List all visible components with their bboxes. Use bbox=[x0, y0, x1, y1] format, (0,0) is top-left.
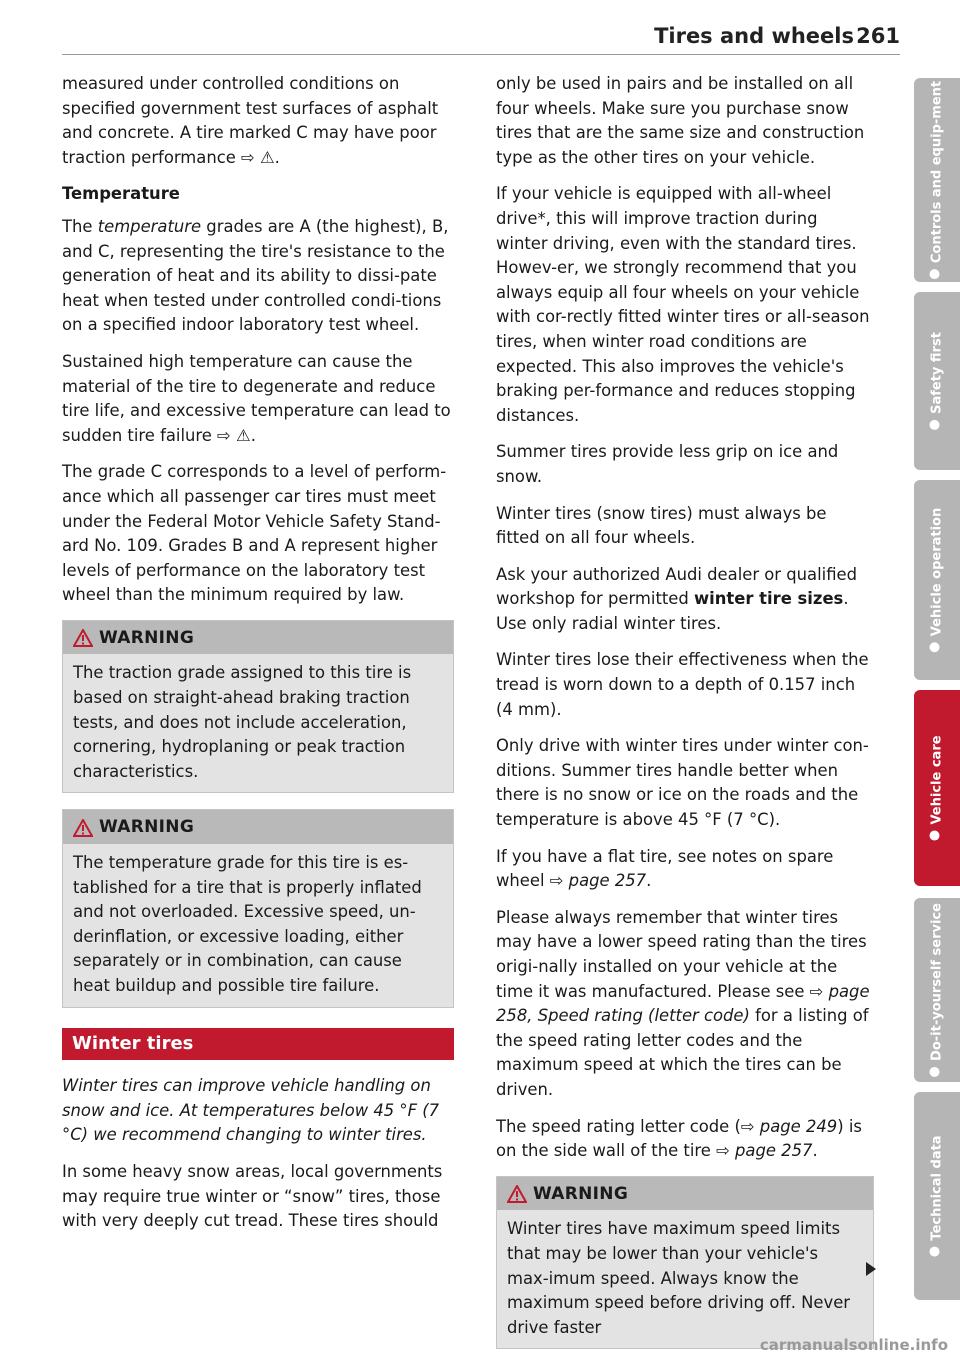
warning-header bbox=[63, 810, 453, 844]
section-title-bar: Winter tires bbox=[62, 1028, 454, 1061]
left-column bbox=[62, 72, 454, 1246]
page-header bbox=[62, 24, 900, 55]
warning-text: The traction grade assigned to this tire is based on straight-ahead braking traction tests, and does not include acceleration, cornering, hydroplaning or peak traction characteristics. bbox=[73, 663, 412, 781]
right-column bbox=[496, 72, 874, 1365]
watermark: carmanualsonline.info bbox=[759, 1336, 948, 1354]
bullet-icon bbox=[930, 831, 940, 841]
warning-triangle-icon bbox=[73, 629, 93, 647]
warning-box bbox=[62, 809, 454, 1007]
page-link[interactable]: page 249 bbox=[759, 1116, 838, 1136]
chapter-title: Tires and wheels bbox=[654, 24, 854, 48]
tab-technical-data[interactable]: Technical data bbox=[914, 1092, 960, 1300]
warning-title: WARNING bbox=[99, 627, 195, 648]
paragraph: In some heavy snow areas, local governments may require true winter or “snow” tires, those with very deeply cut tread. These tires should bbox=[62, 1161, 443, 1231]
paragraph: Only drive with winter tires under winter con-ditions. Summer tires handle better when there is no snow or ice on the roads and the temperature is above 45 °F (7 °C). bbox=[496, 736, 869, 830]
page-link[interactable]: page 257 bbox=[568, 871, 647, 891]
warning-text: The temperature grade for this tire is es-tablished for a tire that is properly inflated and not overloaded. Excessive speed, un-derinflation, or excessive loading, either separately or in combination, can cause heat buildup and possible tire failure. bbox=[73, 853, 422, 995]
tab-do-it-yourself-service[interactable]: Do-it-yourself service bbox=[914, 898, 960, 1082]
paragraph: Winter tires lose their effectiveness when the tread is worn down to a depth of 0.157 inch (4 mm). bbox=[496, 650, 869, 719]
paragraph: measured under controlled conditions on specified government test surfaces of asphalt and concrete. A tire marked C may have poor traction performance ⇨ ⚠. bbox=[62, 74, 439, 167]
warning-title: WARNING bbox=[99, 817, 195, 838]
tab-vehicle-operation[interactable]: Vehicle operation bbox=[914, 480, 960, 680]
paragraph: The speed rating letter code (⇨ page 249) is on the side wall of the tire ⇨ page 257. bbox=[496, 1116, 862, 1161]
paragraph: If you have a flat tire, see notes on spare wheel ⇨ page 257. bbox=[496, 846, 834, 891]
paragraph: Summer tires provide less grip on ice and snow. bbox=[496, 442, 839, 486]
page-number: 261 bbox=[856, 24, 900, 48]
continued-arrow-icon bbox=[866, 1262, 876, 1276]
paragraph: Ask your authorized Audi dealer or qualified workshop for permitted winter tire sizes. Use only radial winter tires. bbox=[496, 564, 858, 633]
tab-safety-first[interactable]: Safety first bbox=[914, 292, 960, 470]
paragraph: Please always remember that winter tires may have a lower speed rating than the tires origi-nally installed on your vehicle at the time it was manufactured. Please see ⇨ page 258, Speed rating (letter code) for a listing of the speed rating letter codes and the maximum speed at which the tires can be driven. bbox=[496, 907, 870, 1099]
warning-header bbox=[497, 1177, 873, 1211]
section-intro: Winter tires can improve vehicle handling on snow and ice. At temperatures below 45 °F (7 °C) we recommend changing to winter tires. bbox=[62, 1076, 440, 1145]
page-link[interactable]: page 257 bbox=[735, 1141, 813, 1161]
tab-vehicle-care[interactable]: Vehicle care bbox=[914, 690, 960, 886]
warning-text: Winter tires have maximum speed limits that may be lower than your vehicle's max-imum speed. Always know the maximum speed before driving off. Never drive faster bbox=[507, 1219, 851, 1337]
paragraph: If your vehicle is equipped with all-wheel drive*, this will improve traction during winter driving, even with the standard tires. Howev-er, we strongly recommend that you always equip all four wheels on your vehicle with cor-rectly fitted winter tires or all-season tires, when winter road conditions are expected. This also improves the vehicle's braking per-formance and reduces stopping distances. bbox=[496, 184, 870, 425]
paragraph: Sustained high temperature can cause the material of the tire to degenerate and reduce tire life, and excessive temperature can lead to sudden tire failure ⇨ ⚠. bbox=[62, 351, 451, 445]
warning-box bbox=[496, 1176, 874, 1350]
tab-controls-and-equipment[interactable]: Controls and equip-ment bbox=[914, 78, 960, 282]
bullet-icon bbox=[930, 1067, 940, 1077]
paragraph: The temperature grades are A (the highest), B, and C, representing the tire's resistance to the generation of heat and its ability to dissi-pate heat when tested under controlled condi-tions on a specified indoor laboratory test wheel. bbox=[62, 216, 449, 335]
warning-header bbox=[63, 621, 453, 655]
bullet-icon bbox=[930, 420, 940, 430]
temperature-heading: Temperature bbox=[62, 184, 180, 204]
bullet-icon bbox=[930, 1247, 940, 1257]
warning-box bbox=[62, 620, 454, 794]
warning-triangle-icon bbox=[507, 1185, 527, 1203]
warning-title: WARNING bbox=[533, 1183, 629, 1204]
page-link[interactable]: page 258, Speed rating (letter code) bbox=[496, 981, 870, 1026]
paragraph: only be used in pairs and be installed on all four wheels. Make sure you purchase snow tires that are the same size and construction type as the other tires on your vehicle. bbox=[496, 74, 865, 167]
bullet-icon bbox=[930, 269, 940, 279]
paragraph: Winter tires (snow tires) must always be fitted on all four wheels. bbox=[496, 503, 827, 548]
paragraph: The grade C corresponds to a level of perform-ance which all passenger car tires must meet under the Federal Motor Vehicle Safety Stand-ard No. 109. Grades B and A represent higher levels of performance on the laboratory test wheel than the minimum required by law. bbox=[62, 462, 447, 605]
bullet-icon bbox=[930, 642, 940, 652]
warning-triangle-icon bbox=[73, 819, 93, 837]
